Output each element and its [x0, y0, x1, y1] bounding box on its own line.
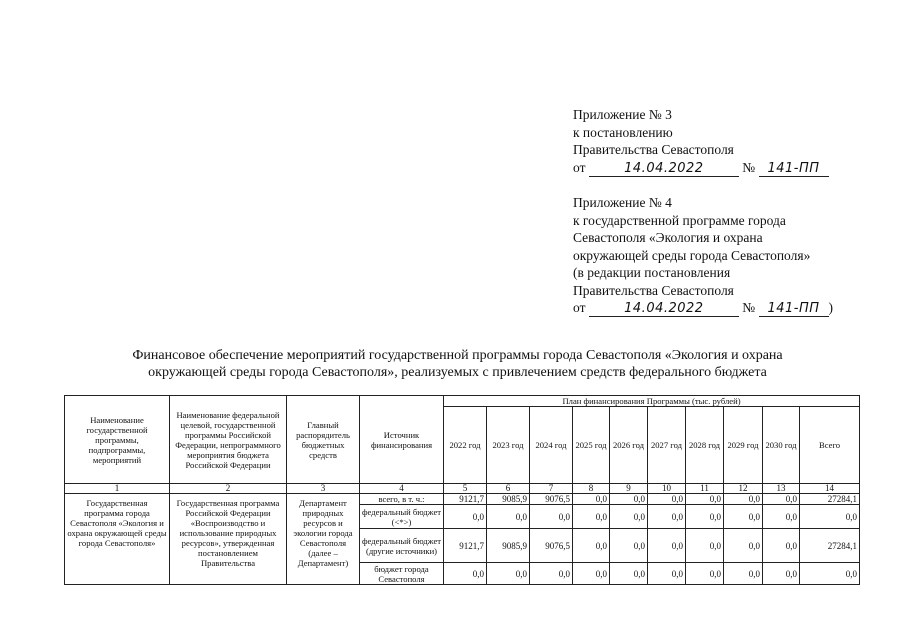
header-year: 2030 год [763, 407, 800, 484]
appendix-4-block [573, 194, 883, 317]
appendix-4-number: 141-ПП [759, 301, 829, 317]
header-plan: План финансирования Программы (тыс. рублей) [444, 396, 860, 407]
header-row-1 [65, 396, 860, 407]
appendix-4-title: Приложение № 4 [573, 195, 672, 210]
value-cell: 0,0 [530, 505, 573, 529]
number-label: № [742, 300, 756, 315]
column-number-row [65, 484, 860, 494]
value-cell: 9121,7 [444, 494, 487, 505]
column-number: 6 [487, 484, 530, 494]
appendix-3-number: 141-ПП [759, 161, 829, 177]
document-title-line2: окружающей среды города Севастополя», реализуемых с привлечением средств федерального бюджета [148, 365, 767, 380]
column-number: 12 [724, 484, 763, 494]
value-cell: 0,0 [610, 529, 648, 563]
header-program-name: Наименование государственной программы, подпрограммы, мероприятий [65, 396, 170, 484]
appendix-3-line3: Правительства Севастополя [573, 142, 734, 157]
value-cell: 9085,9 [487, 494, 530, 505]
value-cell: 0,0 [530, 563, 573, 585]
column-number: 2 [170, 484, 287, 494]
column-number: 10 [648, 484, 686, 494]
funding-source-cell: федеральный бюджет (другие источники) [360, 529, 444, 563]
budget-manager-cell: Департамент природных ресурсов и экологии города Севастополя (далее – Департамент) [287, 494, 360, 585]
value-cell: 0,0 [648, 563, 686, 585]
column-number: 11 [686, 484, 724, 494]
value-cell: 0,0 [487, 505, 530, 529]
funding-source-cell: всего, в т. ч.: [360, 494, 444, 505]
value-cell: 0,0 [686, 563, 724, 585]
column-number: 7 [530, 484, 573, 494]
value-cell: 9085,9 [487, 529, 530, 563]
appendix-3-title: Приложение № 3 [573, 107, 672, 122]
value-cell: 0,0 [763, 563, 800, 585]
value-cell: 0,0 [763, 494, 800, 505]
header-year: 2028 год [686, 407, 724, 484]
header-year: 2023 год [487, 407, 530, 484]
from-label: от [573, 300, 586, 315]
value-cell: 0,0 [724, 494, 763, 505]
column-number: 4 [360, 484, 444, 494]
header-year: 2024 год [530, 407, 573, 484]
column-number: 14 [800, 484, 860, 494]
document-title [70, 347, 845, 381]
header-year: 2025 год [573, 407, 610, 484]
number-label: № [742, 159, 756, 175]
value-cell: 0,0 [610, 505, 648, 529]
program-name-cell: Государственная программа города Севастополя «Экология и охрана окружающей среды города Севастополя» [65, 494, 170, 585]
value-cell: 0,0 [444, 563, 487, 585]
appendix-4-line6: Правительства Севастополя [573, 282, 734, 298]
value-cell: 0,0 [444, 505, 487, 529]
value-cell: 0,0 [724, 563, 763, 585]
value-cell: 0,0 [686, 505, 724, 529]
value-cell: 0,0 [487, 563, 530, 585]
appendix-4-date-line [573, 299, 883, 317]
appendix-3-block [573, 106, 883, 177]
document-title-line1: Финансовое обеспечение мероприятий государственной программы города Севастополя «Экология и охрана [132, 348, 783, 363]
column-number: 13 [763, 484, 800, 494]
financing-table [64, 395, 860, 585]
value-cell: 0,0 [573, 563, 610, 585]
value-cell: 0,0 [648, 529, 686, 563]
value-cell: 0,0 [686, 529, 724, 563]
header-funding-source: Источник финансирования [360, 396, 444, 484]
value-cell: 0,0 [610, 563, 648, 585]
value-cell: 0,0 [724, 505, 763, 529]
value-cell: 9076,5 [530, 494, 573, 505]
from-label: от [573, 159, 586, 175]
funding-source-cell: федеральный бюджет (<*>) [360, 505, 444, 529]
federal-program-cell: Государственная программа Российской Федерации «Воспроизводство и использование природных ресурсов», утвержденная постановлением Правительства [170, 494, 287, 585]
column-number: 9 [610, 484, 648, 494]
appendix-3-line2: к постановлению [573, 124, 673, 140]
table-row [65, 494, 860, 505]
value-cell: 0,0 [610, 494, 648, 505]
header-year: 2029 год [724, 407, 763, 484]
column-number: 5 [444, 484, 487, 494]
value-cell: 0,0 [724, 529, 763, 563]
header-federal-program: Наименование федеральной целевой, государственной программы Российской Федерации, непрограммного мероприятия бюджета Российской Федерации [170, 396, 287, 484]
value-cell: 9121,7 [444, 529, 487, 563]
total-cell: 27284,1 [800, 529, 860, 563]
header-year: 2022 год [444, 407, 487, 484]
total-cell: 0,0 [800, 563, 860, 585]
total-cell: 0,0 [800, 505, 860, 529]
value-cell: 0,0 [573, 529, 610, 563]
closing-paren: ) [828, 300, 833, 315]
appendix-4-line2: к государственной программе города [573, 212, 786, 228]
value-cell: 0,0 [573, 505, 610, 529]
value-cell: 0,0 [763, 529, 800, 563]
column-number: 1 [65, 484, 170, 494]
appendix-3-date: 14.04.2022 [589, 161, 739, 177]
header-year: 2026 год [610, 407, 648, 484]
appendix-4-line5: (в редакции постановления [573, 265, 731, 280]
funding-source-cell: бюджет города Севастополя [360, 563, 444, 585]
appendix-3-date-line [573, 159, 883, 177]
value-cell: 0,0 [686, 494, 724, 505]
header-total: Всего [800, 407, 860, 484]
value-cell: 9076,5 [530, 529, 573, 563]
column-number: 3 [287, 484, 360, 494]
value-cell: 0,0 [573, 494, 610, 505]
value-cell: 0,0 [648, 494, 686, 505]
header-year: 2027 год [648, 407, 686, 484]
appendix-4-line3: Севастополя «Экология и охрана [573, 230, 763, 245]
column-number: 8 [573, 484, 610, 494]
value-cell: 0,0 [763, 505, 800, 529]
appendix-4-date: 14.04.2022 [589, 301, 739, 317]
header-budget-manager: Главный распорядитель бюджетных средств [287, 396, 360, 484]
value-cell: 0,0 [648, 505, 686, 529]
appendix-4-line4: окружающей среды города Севастополя» [573, 247, 811, 263]
total-cell: 27284,1 [800, 494, 860, 505]
